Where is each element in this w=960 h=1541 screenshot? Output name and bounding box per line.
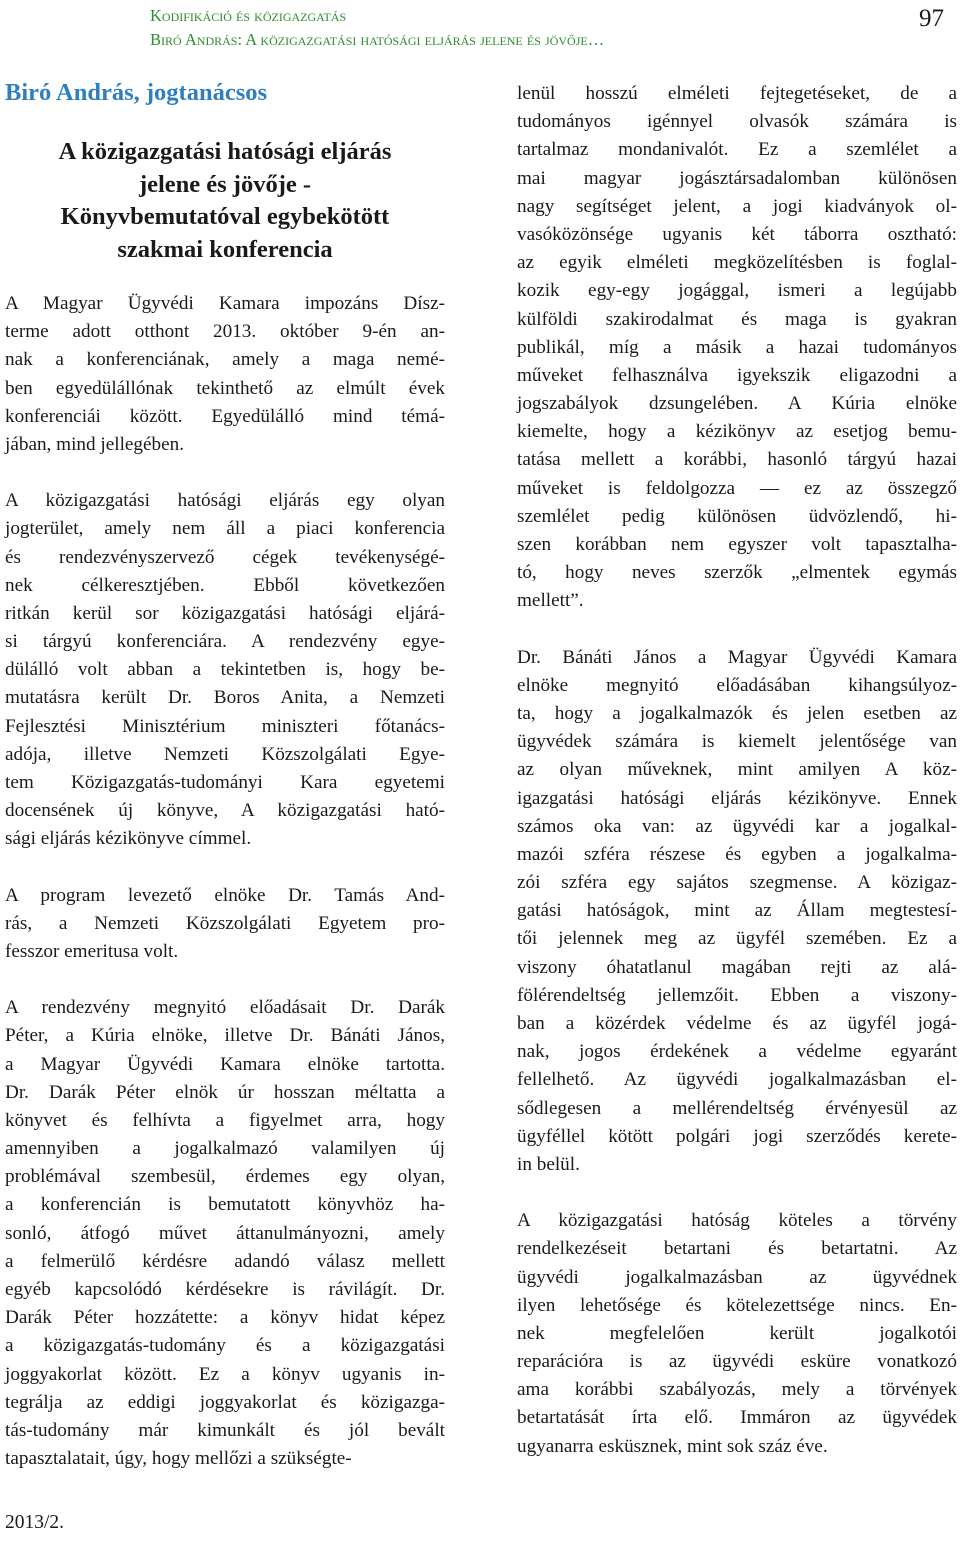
text-line: dülálló volt abban a tekintetben is, hogy be- <box>5 659 445 681</box>
text-line: nak, jogos érdekének a védelme egyaránt <box>517 1041 957 1063</box>
text-line: ta, hogy a jogalkalmazók és jelen esetben az <box>517 702 957 724</box>
paragraph <box>5 994 445 1473</box>
text-line: in belül. <box>517 1153 580 1175</box>
text-line: az egyik elméleti megközelítésben is foglal- <box>517 252 957 274</box>
text-line: jában, mind jellegében. <box>5 433 185 455</box>
text-line: tartalmaz mondanivalót. Ez a szemlélet a <box>517 139 957 161</box>
text-line: tői jelennek meg az ügyfél szemében. Ez a <box>517 928 957 950</box>
text-line: viszony óhatatlanul magában rejti az alá- <box>517 956 957 978</box>
text-line: A rendezvény megnyitó előadásait Dr. Darák <box>5 997 445 1019</box>
text-line: joggyakorlat között. Ez a könyv ugyanis in- <box>5 1363 445 1385</box>
text-line: amennyiben a jogalkalmazó valamilyen új <box>5 1138 445 1160</box>
text-line: tapasztalatait, úgy, hogy mellőzi a szükségte- <box>5 1448 352 1470</box>
text-line: ama korábbi szabályozás, mely a törvények <box>517 1379 957 1401</box>
text-line: adója, illetve Nemzeti Közszolgálati Egye- <box>5 743 445 765</box>
text-line: szen korábban nem egyszer volt tapasztalha- <box>517 534 957 555</box>
text-line: reparációra is az ügyvédi esküre vonatkozó <box>517 1351 957 1373</box>
text-line: igazgatási hatósági eljárás kézikönyve. Ennek <box>517 787 957 809</box>
article-running-title: Biró András: A közigazgatási hatósági eljárás jelene és jövője… <box>150 30 605 49</box>
text-line: docensének új könyve, A közigazgatási ható- <box>5 800 445 822</box>
paragraph <box>517 80 957 616</box>
right-column <box>517 80 957 1489</box>
text-line: az olyan műveknek, mint amilyen A köz- <box>517 759 957 781</box>
text-line: műveket is feldolgozza — ez az összegző <box>517 477 957 499</box>
article-title <box>5 136 445 266</box>
text-line: problémával szembesül, érdemes egy olyan, <box>5 1166 445 1188</box>
text-line: ügyféllel kötött polgári jogi szerződés kerete- <box>517 1125 957 1147</box>
text-line: A közigazgatási hatósági eljárás egy olyan <box>5 490 445 512</box>
text-line: kiemelte, hogy a kézikönyv az esetjog bemu- <box>517 421 957 443</box>
text-line: vasóközönsége ugyanis két táborra osztható: <box>517 223 957 245</box>
text-line: konferenciái között. Egyedülálló mind témá- <box>5 405 445 427</box>
running-header <box>150 4 850 52</box>
left-column-body <box>5 290 445 1473</box>
text-line: elnöke megnyitó előadásában kihangsúlyoz- <box>517 674 957 696</box>
text-line: A Magyar Ügyvédi Kamara impozáns Dísz- <box>5 293 445 314</box>
text-line: és rendezvényszervező cégek tevékenységé- <box>5 546 445 568</box>
title-line: Könyvbemutatóval egybekötött <box>60 203 390 230</box>
text-line: tatása mellett a korábbi, hasonló tárgyú hazai <box>517 449 957 471</box>
text-line: sődlegesen a mellérendeltség érvényesül az <box>517 1097 957 1119</box>
title-line: szakmai konferencia <box>117 235 333 263</box>
text-line: tás-tudomány már kimunkált és jól bevált <box>5 1419 445 1441</box>
text-line: könyvet és felhívta a figyelmet arra, hogy <box>5 1109 445 1131</box>
text-line: nek célkeresztjében. Ebből következően <box>5 574 445 596</box>
text-line: szemlélet pedig különösen üdvözlendő, hi- <box>517 505 957 527</box>
text-line: jogszabályok dzsungelében. A Kúria elnöke <box>517 393 957 415</box>
text-line: nak a konferenciának, amely a maga nemé- <box>5 349 445 371</box>
text-line: gatási hatóságok, mint az Állam megtestesí- <box>517 900 957 922</box>
title-line: jelene és jövője - <box>138 170 312 198</box>
text-line: Dr. Darák Péter elnök úr hosszan méltatta a <box>5 1081 445 1103</box>
text-line: jogterület, amely nem áll a piaci konferencia <box>5 518 445 540</box>
text-line: Darák Péter hozzátette: a könyv hidat képez <box>5 1307 445 1329</box>
text-line: fölérendeltség jellemzőit. Ebben a viszony- <box>517 984 957 1006</box>
issue-footer: 2013/2. <box>5 1512 65 1533</box>
text-line: a Magyar Ügyvédi Kamara elnöke tartotta. <box>5 1053 445 1075</box>
text-line: tegrálja az eddigi joggyakorlat és közigazga- <box>5 1391 445 1413</box>
paragraph <box>5 882 445 967</box>
text-line: rendelkezéseit betartani és betartatni. Az <box>517 1238 957 1260</box>
paragraph <box>5 487 445 853</box>
text-line: lenül hosszú elméleti fejtegetéseket, de a <box>517 83 957 104</box>
text-line: ügyvédi jogalkalmazásban az ügyvédnek <box>517 1266 957 1288</box>
text-line: rás, a Nemzeti Közszolgálati Egyetem pro- <box>5 912 445 934</box>
text-line: Dr. Bánáti János a Magyar Ügyvédi Kamara <box>517 646 957 668</box>
text-line: tem Közigazgatás-tudományi Kara egyetemi <box>5 772 445 793</box>
text-line: tudományos igénnyel olvasók számára is <box>517 111 957 133</box>
title-line: A közigazgatási hatósági eljárás <box>58 138 392 165</box>
text-line: kozik egy-egy jogággal, ismeri a legújabb <box>517 280 957 302</box>
text-line: mazói szféra részese és egyben a jogalkalma- <box>517 843 957 865</box>
text-line: Péter, a Kúria elnöke, illetve Dr. Bánáti János, <box>5 1025 445 1047</box>
text-line: nagy segítséget jelent, a jogi kiadványok ol- <box>517 195 957 217</box>
text-line: A közigazgatási hatóság köteles a törvény <box>517 1210 957 1232</box>
text-line: ügyvédek számára is kiemelt jelentősége van <box>517 731 957 753</box>
left-column <box>5 78 445 1501</box>
journal-name: Kodifikáció és közigazgatás <box>150 6 347 25</box>
text-line: terme adott otthont 2013. október 9-én an- <box>5 321 445 343</box>
page-number: 97 <box>919 5 944 32</box>
text-line: fesszor emeritusa volt. <box>5 940 179 962</box>
paragraph <box>517 1207 957 1461</box>
article-author: Biró András, jogtanácsos <box>5 79 268 106</box>
text-line: zói szféra egy sajátos szegmense. A közigaz- <box>517 872 957 894</box>
text-line: Fejlesztési Minisztérium miniszteri főtanács- <box>5 715 445 737</box>
text-line: mellett”. <box>517 590 584 612</box>
text-line: A program levezető elnöke Dr. Tamás And- <box>5 884 445 906</box>
text-line: sonló, átfogó művet áttanulmányozni, amely <box>5 1222 445 1244</box>
text-line: ban a közérdek védelme és az ügyfél jogá- <box>517 1013 957 1034</box>
text-line: ilyen lehetősége és kötelezettsége nincs. En- <box>517 1294 957 1316</box>
text-line: külföldi szakirodalmat és maga is gyakran <box>517 308 957 330</box>
text-line: a közigazgatás-tudomány és a közigazgatási <box>5 1335 445 1357</box>
text-line: műveket felhasználva igyekszik eligazodni a <box>517 364 957 386</box>
text-line: si tárgyú konferenciára. A rendezvény egye- <box>5 631 445 653</box>
text-line: ritkán kerül sor közigazgatási hatósági eljárá- <box>5 602 445 624</box>
text-line: fellelhető. Az ügyvédi jogalkalmazásban el- <box>517 1069 957 1091</box>
text-line: nek megfelelően került jogalkotói <box>517 1322 957 1344</box>
text-line: egyéb kapcsolódó kérdésekre is rávilágít. Dr. <box>5 1279 445 1300</box>
text-line: ugyanarra esküsznek, mint sok száz éve. <box>517 1435 828 1457</box>
text-line: sági eljárás kézikönyve címmel. <box>5 828 252 850</box>
text-line: a felmerülő kérdésre adandó válasz mellett <box>5 1250 445 1272</box>
text-line: tó, hogy neves szerzők „elmentek egymás <box>517 562 957 584</box>
text-line: mai magyar jogásztársadalomban különösen <box>517 167 957 189</box>
text-line: számos oka van: az ügyvédi kar a jogalkal- <box>517 815 957 837</box>
text-line: betartatását írta elő. Immáron az ügyvédek <box>517 1407 957 1429</box>
right-column-body <box>517 80 957 1461</box>
text-line: mutatásra került Dr. Boros Anita, a Nemzeti <box>5 687 445 709</box>
text-line: a konferencián is bemutatott könyvhöz ha- <box>5 1194 445 1216</box>
paragraph <box>517 644 957 1180</box>
paragraph <box>5 290 445 459</box>
text-line: publikál, míg a másik a hazai tudományos <box>517 336 957 358</box>
text-line: ben egyedülállónak tekinthető az elmúlt évek <box>5 377 445 399</box>
